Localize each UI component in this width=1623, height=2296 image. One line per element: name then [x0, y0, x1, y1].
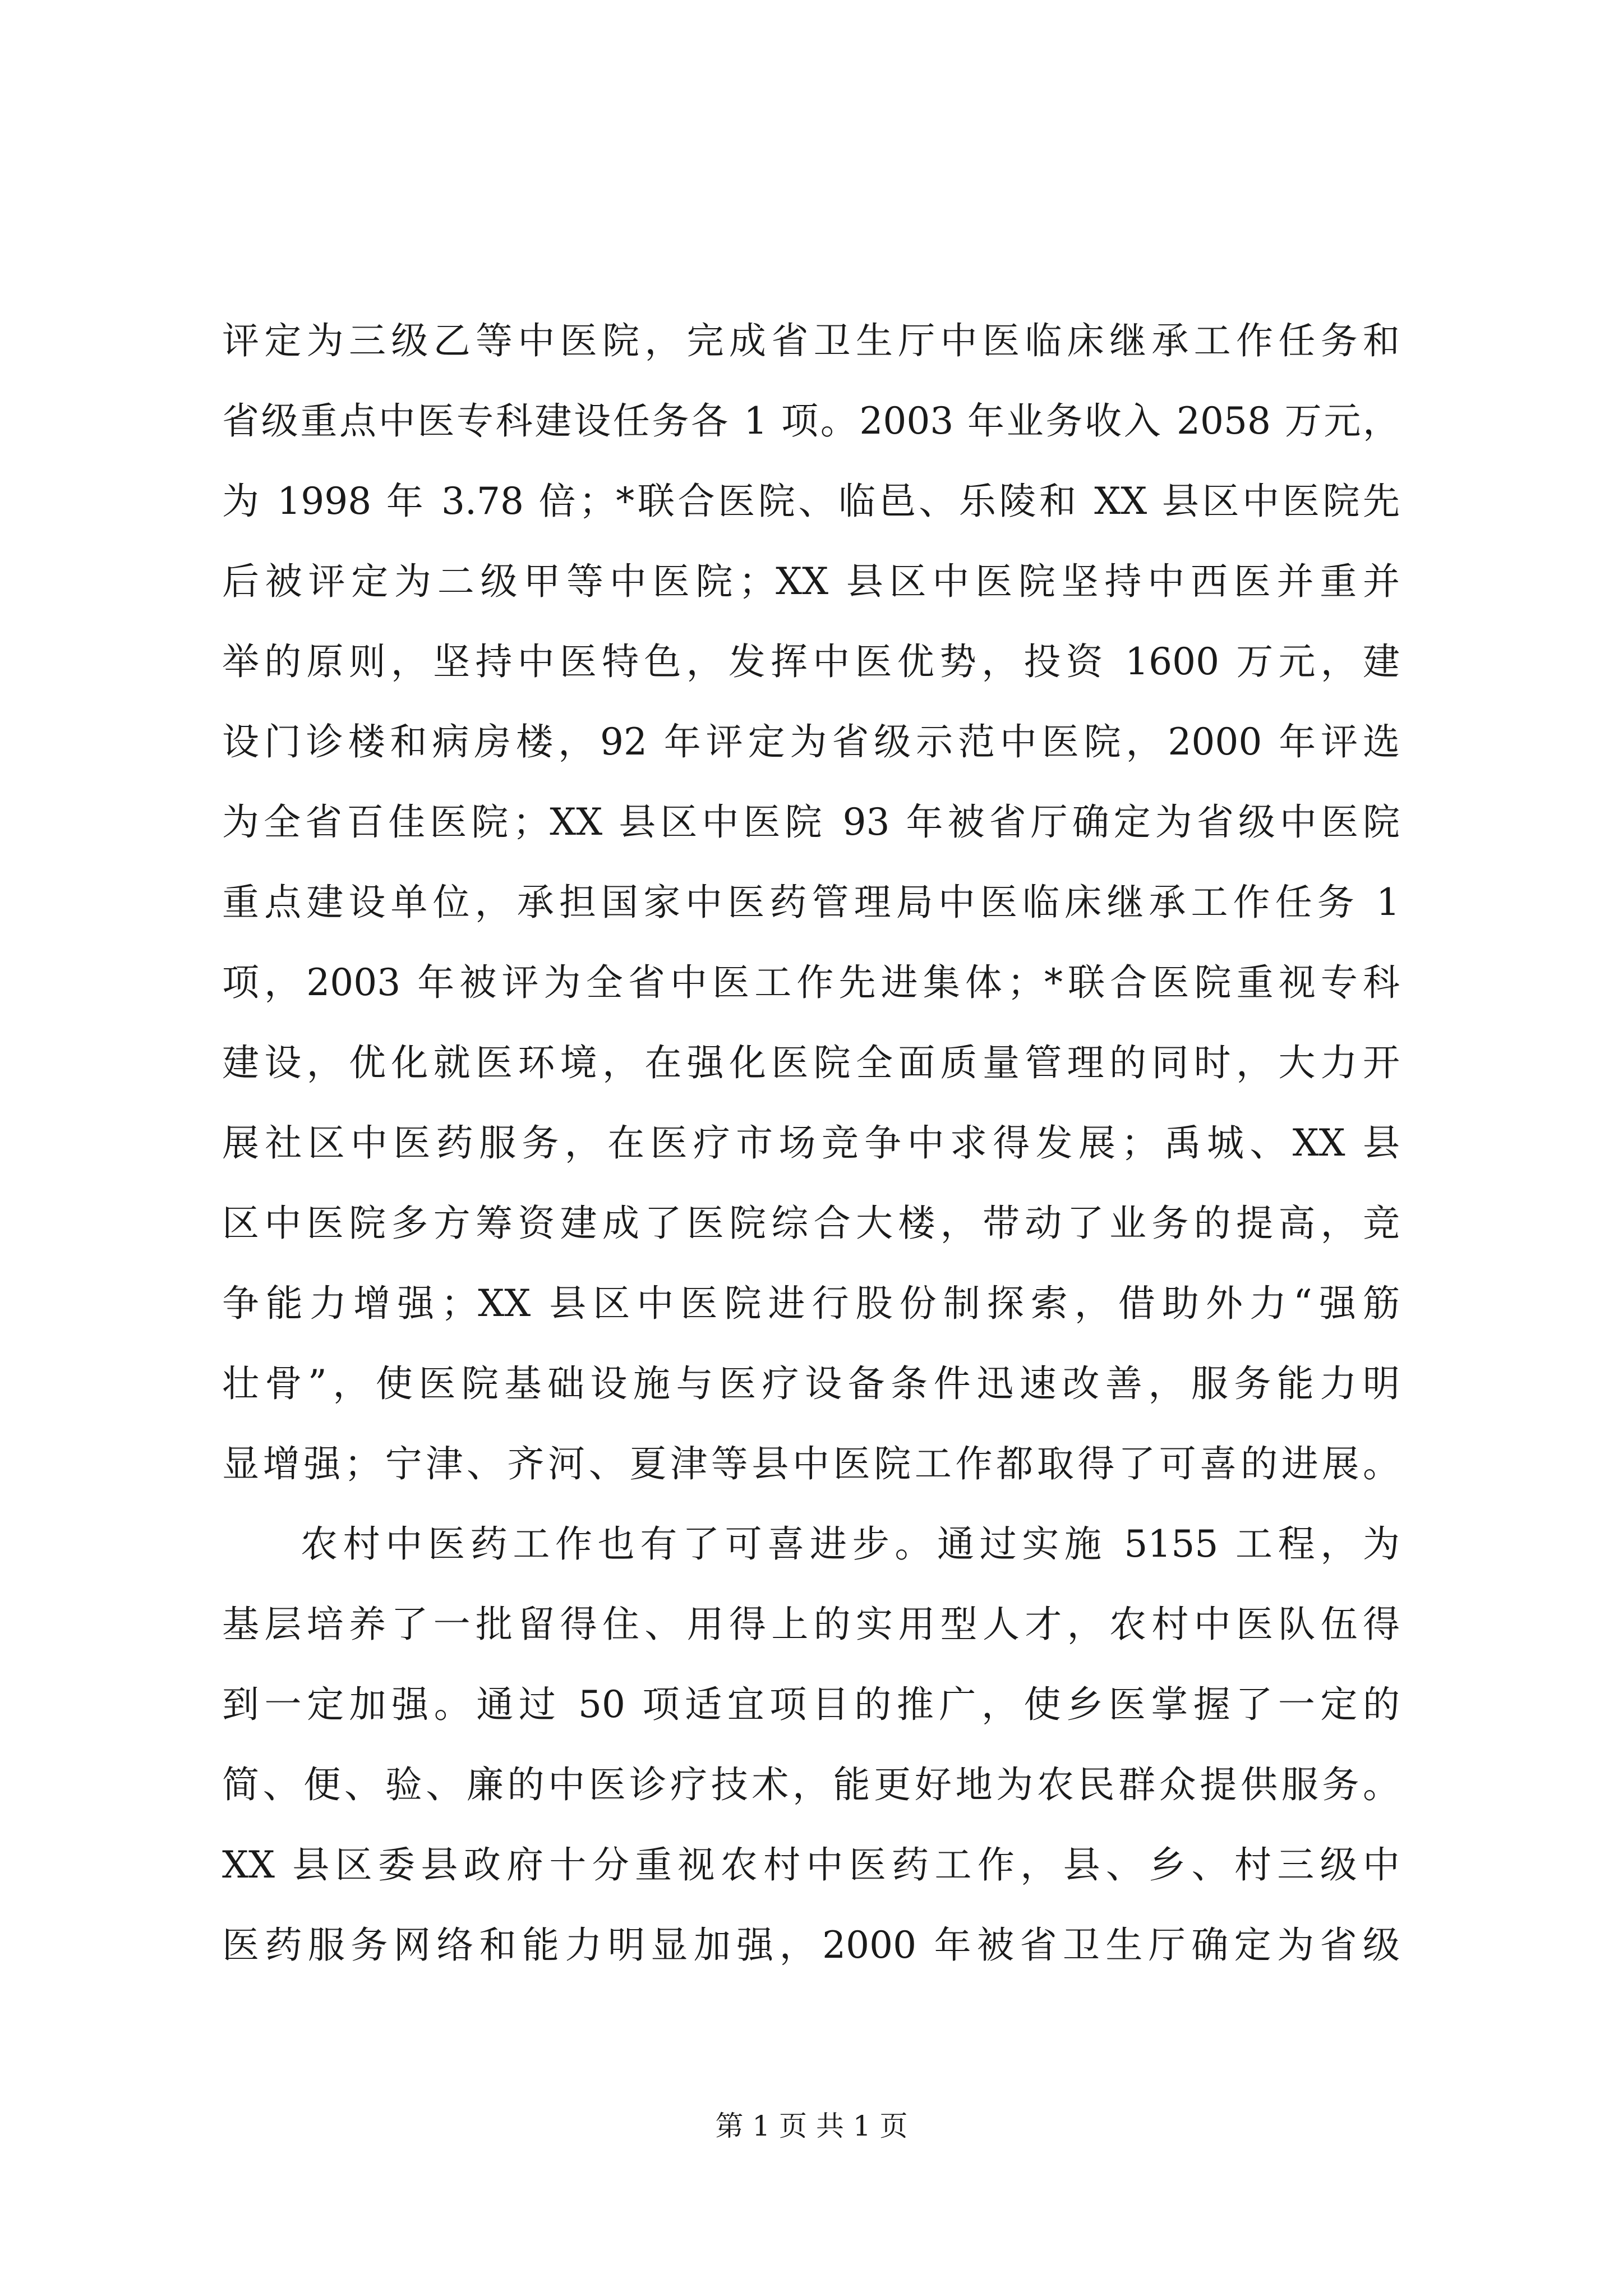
- text-line: 区中医院多方筹资建成了医院综合大楼，带动了业务的提高，竞: [222, 1202, 1400, 1245]
- text-line: 为全省百佳医院；XX 县区中医院 93 年被省厅确定为省级中医院: [222, 800, 1400, 844]
- text-line: XX 县区委县政府十分重视农村中医药工作，县、乡、村三级中: [222, 1843, 1400, 1887]
- text-line: 到一定加强。通过 50 项适宜项目的推广，使乡医掌握了一定的: [222, 1683, 1400, 1726]
- document-body: [222, 301, 1400, 1985]
- paragraph-first-line: 农村中医药工作也有了可喜进步。通过实施 5155 工程，为: [301, 1522, 1400, 1566]
- text-line: 设门诊楼和病房楼，92 年评定为省级示范中医院，2000 年评选: [222, 720, 1400, 763]
- text-line: 重点建设单位，承担国家中医药管理局中医临床继承工作任务 1: [222, 881, 1400, 924]
- text-line: 医药服务网络和能力明显加强，2000 年被省卫生厅确定为省级: [222, 1924, 1400, 1967]
- text-line: 评定为三级乙等中医院，完成省卫生厅中医临床继承工作任务和: [222, 319, 1400, 362]
- text-line: 简、便、验、廉的中医诊疗技术，能更好地为农民群众提供服务。: [222, 1763, 1400, 1806]
- text-line: 基层培养了一批留得住、用得上的实用型人才，农村中医队伍得: [222, 1603, 1400, 1646]
- text-line: 展社区中医药服务，在医疗市场竞争中求得发展；禹城、XX 县: [222, 1121, 1400, 1165]
- text-line: 壮骨”，使医院基础设施与医疗设备条件迅速改善，服务能力明: [222, 1362, 1400, 1405]
- text-line: 争能力增强；XX 县区中医院进行股份制探索，借助外力“强筋: [222, 1282, 1400, 1325]
- text-line: 显增强；宁津、齐河、夏津等县中医院工作都取得了可喜的进展。: [222, 1442, 1400, 1485]
- text-line: 为 1998 年 3.78 倍；*联合医院、临邑、乐陵和 XX 县区中医院先: [222, 480, 1400, 523]
- text-line: 建设，优化就医环境，在强化医院全面质量管理的同时，大力开: [222, 1041, 1400, 1084]
- text-line: 后被评定为二级甲等中医院；XX 县区中医院坚持中西医并重并: [222, 560, 1400, 603]
- page-number-footer: 第 1 页 共 1 页: [715, 2110, 908, 2142]
- text-line: 举的原则，坚持中医特色，发挥中医优势，投资 1600 万元，建: [222, 640, 1400, 683]
- text-line: 省级重点中医专科建设任务各 1 项。2003 年业务收入 2058 万元，: [222, 399, 1400, 443]
- text-line: 项，2003 年被评为全省中医工作先进集体；*联合医院重视专科: [222, 961, 1400, 1004]
